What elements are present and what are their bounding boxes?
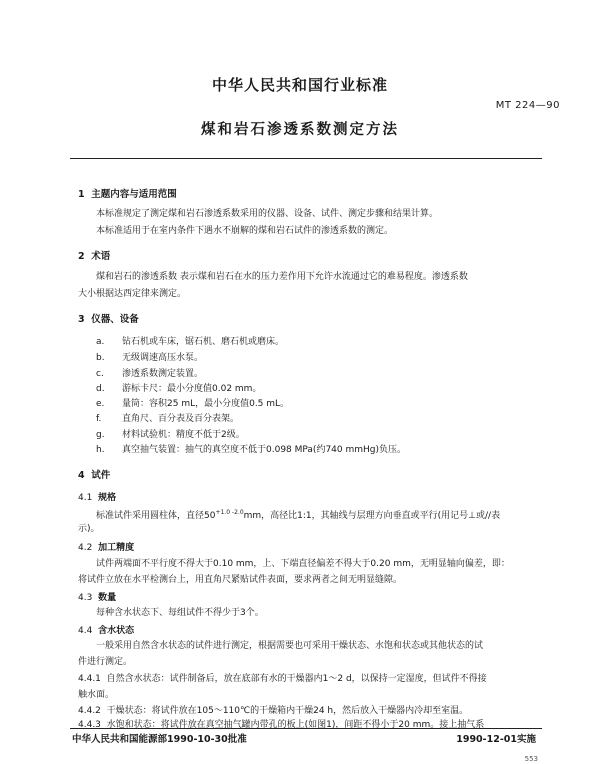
standard-title: 中华人民共和国行业标准 — [211, 76, 388, 94]
paragraph: 煤和岩石的渗透系数 表示煤和岩石在水的压力差作用下允许水流通过它的难易程度。渗透系数 — [96, 272, 468, 282]
page-number: 553 — [524, 755, 538, 763]
section-4-heading — [78, 467, 110, 481]
list-item: d. 游标卡尺：最小分度值0.02 mm。 — [96, 384, 262, 394]
list-item: b. 无级调速高压水泵。 — [96, 353, 204, 363]
section-3-heading — [78, 311, 139, 325]
paragraph: 触水面。 — [78, 690, 115, 700]
paragraph: 试件两端面不平行度不得大于0.10 mm，上、下端直径偏差不得大于0.20 mm，无明显轴向偏差，即： — [96, 559, 510, 569]
list-item: g. 材料试验机：精度不低于2级。 — [96, 430, 245, 440]
paragraph: 本标准规定了测定煤和岩石渗透系数采用的仪器、设备、试件、测定步骤和结果计算。 — [96, 209, 439, 219]
standard-code: MT 224—90 — [495, 100, 560, 111]
list-item: a. 钻石机或车床，锯石机、磨石机或磨床。 — [96, 337, 285, 347]
paragraph: 件进行测定。 — [78, 657, 133, 667]
header-rule — [70, 158, 542, 159]
paragraph: 示)。 — [78, 524, 100, 534]
section-title: 术语 — [91, 251, 111, 262]
paragraph: 一般采用自然含水状态的试件进行测定，根据需要也可采用干燥状态、水饱和状态或其他状态的试 — [96, 641, 484, 651]
list-item: e. 量筒：容积25 mL，最小分度值0.5 mL。 — [96, 399, 290, 409]
section-number: 3 — [78, 314, 85, 325]
section-title: 主题内容与适用范围 — [91, 189, 177, 200]
section-2-heading — [78, 248, 110, 262]
implementation-date: 1990-12-01实施 — [456, 734, 536, 745]
subsection-4-3-heading: 4.3 数量 — [78, 593, 117, 603]
paragraph: 4.4.1 自然含水状态：试件制备后，放在底部有水的干燥器内1～2 d，以保持一定湿度，但试件不得接 — [78, 674, 487, 684]
tolerance: +1.0 -2.0 — [215, 509, 244, 516]
list-item: h. 真空抽气装置：抽气的真空度不低于0.098 MPa(约740 mmHg)负压。 — [96, 445, 407, 455]
subsection-4-1-heading: 4.1 规格 — [78, 493, 117, 503]
section-number: 4 — [78, 470, 85, 481]
list-item: f. 直角尺、百分表及百分表架。 — [96, 414, 240, 424]
section-number: 1 — [78, 189, 85, 200]
section-1-heading — [78, 186, 177, 200]
section-title: 试件 — [91, 470, 111, 481]
document-title: 煤和岩石渗透系数测定方法 — [201, 122, 399, 138]
paragraph: 每种含水状态下、每组试件不得少于3个。 — [96, 608, 264, 618]
approval-note: 中华人民共和国能源部1990-10-30批准 — [72, 734, 247, 745]
paragraph: 4.4.2 干燥状态：将试件放在105～110℃的干燥箱内干燥24 h，然后放入干燥器内冷却至室温。 — [78, 706, 469, 716]
paragraph: 标准试件采用圆柱体，直径$50^{+1.0 -2.0}mm$，高径比1:1，其轴线与层理方向垂直或平行(用记号⊥或//表 — [96, 509, 501, 521]
subsection-4-4-heading: 4.4 含水状态 — [78, 626, 135, 636]
section-number: 2 — [78, 251, 85, 262]
paragraph: 4.4.3 水饱和状态：将试件放在真空抽气罐内带孔的板上(如图1)，间距不得小于20 mm。接上抽气系 — [78, 720, 485, 730]
footer-rule — [70, 728, 542, 729]
paragraph: 将试件立放在水平检测台上，用直角尺紧贴试件表面，要求两者之间无明显缝隙。 — [78, 575, 403, 585]
list-item: c. 渗透系数测定装置。 — [96, 369, 204, 379]
paragraph: 本标准适用于在室内条件下遇水不崩解的煤和岩石试件的渗透系数的测定。 — [96, 226, 394, 236]
subsection-4-2-heading: 4.2 加工精度 — [78, 543, 135, 553]
section-title: 仪器、设备 — [91, 314, 139, 325]
paragraph: 大小根据达西定律来测定。 — [78, 289, 187, 299]
